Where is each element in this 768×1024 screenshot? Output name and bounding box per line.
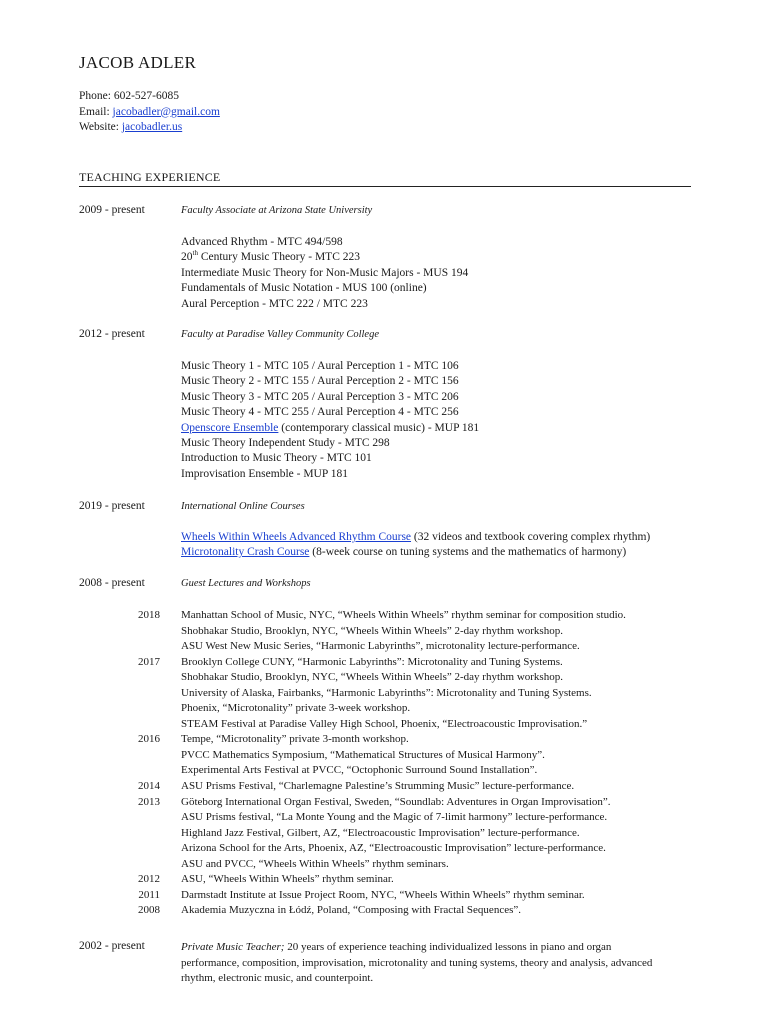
event-description: Tempe, “Microtonality” private 3-month workshop. [181,733,409,746]
private-desc: 20 years of experience teaching individualized lessons in piano and organ performance, composition, improvisation, microtonality and tuning systems, theory and analysis, advanced rhythm, electronic music, and counterpoint. [181,941,653,984]
phone-number: 602-527-6085 [113,90,179,102]
pvcc-course-list [181,359,479,482]
asu-course: Aural Perception - MTC 222 / MTC 223 [181,297,368,310]
event-description: University of Alaska, Fairbanks, “Harmonic Labyrinths”: Microtonality and Tuning Systems. [181,686,592,699]
asu-course-list [181,235,468,312]
event-description: ASU and PVCC, “Wheels Within Wheels” rhythm seminars. [181,857,449,870]
guest-event-row [0,795,768,811]
guest-event-row [0,717,768,733]
guest-event-row [0,748,768,764]
event-description: PVCC Mathematics Symposium, “Mathematical Structures of Musical Harmony”. [181,748,545,761]
asu-course [181,250,468,265]
event-description: Arizona School for the Arts, Phoenix, AZ, “Electroacoustic Improvisation” lecture-performance. [181,842,606,855]
pvcc-period: 2012 - present [79,328,145,340]
online-course [181,530,650,545]
openscore-link[interactable]: Openscore Ensemble [181,421,279,434]
pvcc-role: Faculty at Paradise Valley Community College [181,329,380,340]
guest-period: 2008 - present [79,577,145,589]
event-description: Shobhakar Studio, Brooklyn, NYC, “Wheels Within Wheels” 2-day rhythm workshop. [181,624,563,637]
guest-event-row [0,857,768,873]
event-year: 2013 [138,795,160,808]
event-description: ASU Prisms Festival, “Charlemagne Palestine’s Strumming Music” lecture-performance. [181,780,575,793]
guest-event-row [0,624,768,640]
asu-course: Fundamentals of Music Notation - MUS 100 (online) [181,282,427,295]
pvcc-course [181,421,479,436]
openscore-desc: (contemporary classical music) - MUP 181 [278,421,480,434]
website-label: Website: [79,121,122,133]
pvcc-course: Improvisation Ensemble - MUP 181 [181,467,348,480]
event-description: ASU West New Music Series, “Harmonic Labyrinths”, microtonality lecture-performance. [181,640,580,653]
event-year: 2016 [138,733,160,746]
event-description: STEAM Festival at Paradise Valley High School, Phoenix, “Electroacoustic Improvisation.” [181,717,588,730]
pvcc-course: Music Theory Independent Study - MTC 298 [181,437,390,450]
section-title-teaching: TEACHING EXPERIENCE [79,170,691,187]
guest-event-row [0,763,768,779]
twentieth-sup: th [192,249,198,258]
phone-label: Phone: [79,90,114,102]
twentieth-prefix: 20 [181,251,193,264]
wheels-course-desc: (32 videos and textbook covering complex rhythm) [411,531,651,543]
contact-block [79,89,220,136]
micro-course-desc: (8-week course on tuning systems and the mathematics of harmony) [309,546,627,559]
guest-event-row [0,826,768,842]
guest-event-row [0,701,768,717]
private-period: 2002 - present [79,940,145,952]
person-name: JACOB ADLER [79,53,197,72]
event-description: ASU Prisms festival, “La Monte Young and the Magic of 7-limit harmony” lecture-performance. [181,811,608,824]
private-role: Private Music Teacher; [181,941,285,953]
website-line [79,120,220,136]
guest-event-row [0,732,768,748]
event-description: Brooklyn College CUNY, “Harmonic Labyrinths”: Microtonality and Tuning Systems. [181,655,563,668]
pvcc-course: Introduction to Music Theory - MTC 101 [181,452,372,465]
event-description: Akademia Muzyczna in Łódź, Poland, “Composing with Fractal Sequences”. [181,904,521,917]
pvcc-course: Music Theory 4 - MTC 255 / Aural Perception 4 - MTC 256 [181,406,459,419]
pvcc-course: Music Theory 1 - MTC 105 / Aural Perception 1 - MTC 106 [181,360,459,372]
asu-role: Faculty Associate at Arizona State University [181,205,373,216]
asu-course: Advanced Rhythm - MTC 494/598 [181,236,343,248]
event-description: Phoenix, “Microtonality” private 3-week workshop. [181,702,411,715]
event-description: Highland Jazz Festival, Gilbert, AZ, “Electroacoustic Improvisation” lecture-performance. [181,826,580,839]
email-label: Email: [79,105,113,118]
event-description: Göteborg International Organ Festival, Sweden, “Soundlab: Adventures in Organ Improvisation”. [181,795,611,808]
guest-event-row [0,670,768,686]
event-year: 2012 [138,873,160,886]
pvcc-course: Music Theory 3 - MTC 205 / Aural Perception 3 - MTC 206 [181,390,459,403]
online-period: 2019 - present [79,500,145,512]
guest-event-row [0,655,768,671]
website-link[interactable]: jacobadler.us [121,121,183,133]
pvcc-course: Music Theory 2 - MTC 155 / Aural Perception 2 - MTC 156 [181,375,459,388]
micro-course-link[interactable]: Microtonality Crash Course [181,546,310,559]
online-course [181,545,650,560]
guest-event-row [0,903,768,919]
private-teaching-text [181,940,671,987]
event-year: 2018 [138,609,160,621]
event-description: ASU, “Wheels Within Wheels” rhythm seminar. [181,873,394,886]
event-description: Manhattan School of Music, NYC, “Wheels Within Wheels” rhythm seminar for composition studio. [181,609,626,621]
event-year: 2017 [138,655,160,668]
wheels-course-link[interactable]: Wheels Within Wheels Advanced Rhythm Course [181,531,412,543]
asu-course-text: Century Music Theory - MTC 223 [200,251,361,264]
guest-role: Guest Lectures and Workshops [181,578,311,589]
event-description: Darmstadt Institute at Issue Project Room, NYC, “Wheels Within Wheels” rhythm seminar. [181,888,585,901]
event-year: 2014 [138,780,160,793]
email-line [79,105,220,121]
guest-event-row [0,810,768,826]
guest-event-row [0,608,768,624]
guest-event-row [0,686,768,702]
guest-event-row [0,639,768,655]
guest-event-row [0,888,768,904]
event-year: 2008 [138,904,160,917]
asu-course: Intermediate Music Theory for Non-Music Majors - MUS 194 [181,266,469,279]
guest-event-row [0,779,768,795]
event-description: Shobhakar Studio, Brooklyn, NYC, “Wheels Within Wheels” 2-day rhythm workshop. [181,671,563,684]
guest-event-row [0,841,768,857]
online-role: International Online Courses [181,501,305,512]
event-description: Experimental Arts Festival at PVCC, “Octophonic Surround Sound Installation”. [181,764,538,777]
email-link[interactable]: jacobadler@gmail.com [112,105,220,118]
asu-period: 2009 - present [79,204,145,216]
event-year: 2011 [138,888,160,901]
guest-event-list [0,608,768,919]
online-course-list [181,530,650,561]
phone-line [79,89,220,105]
guest-event-row [0,872,768,888]
